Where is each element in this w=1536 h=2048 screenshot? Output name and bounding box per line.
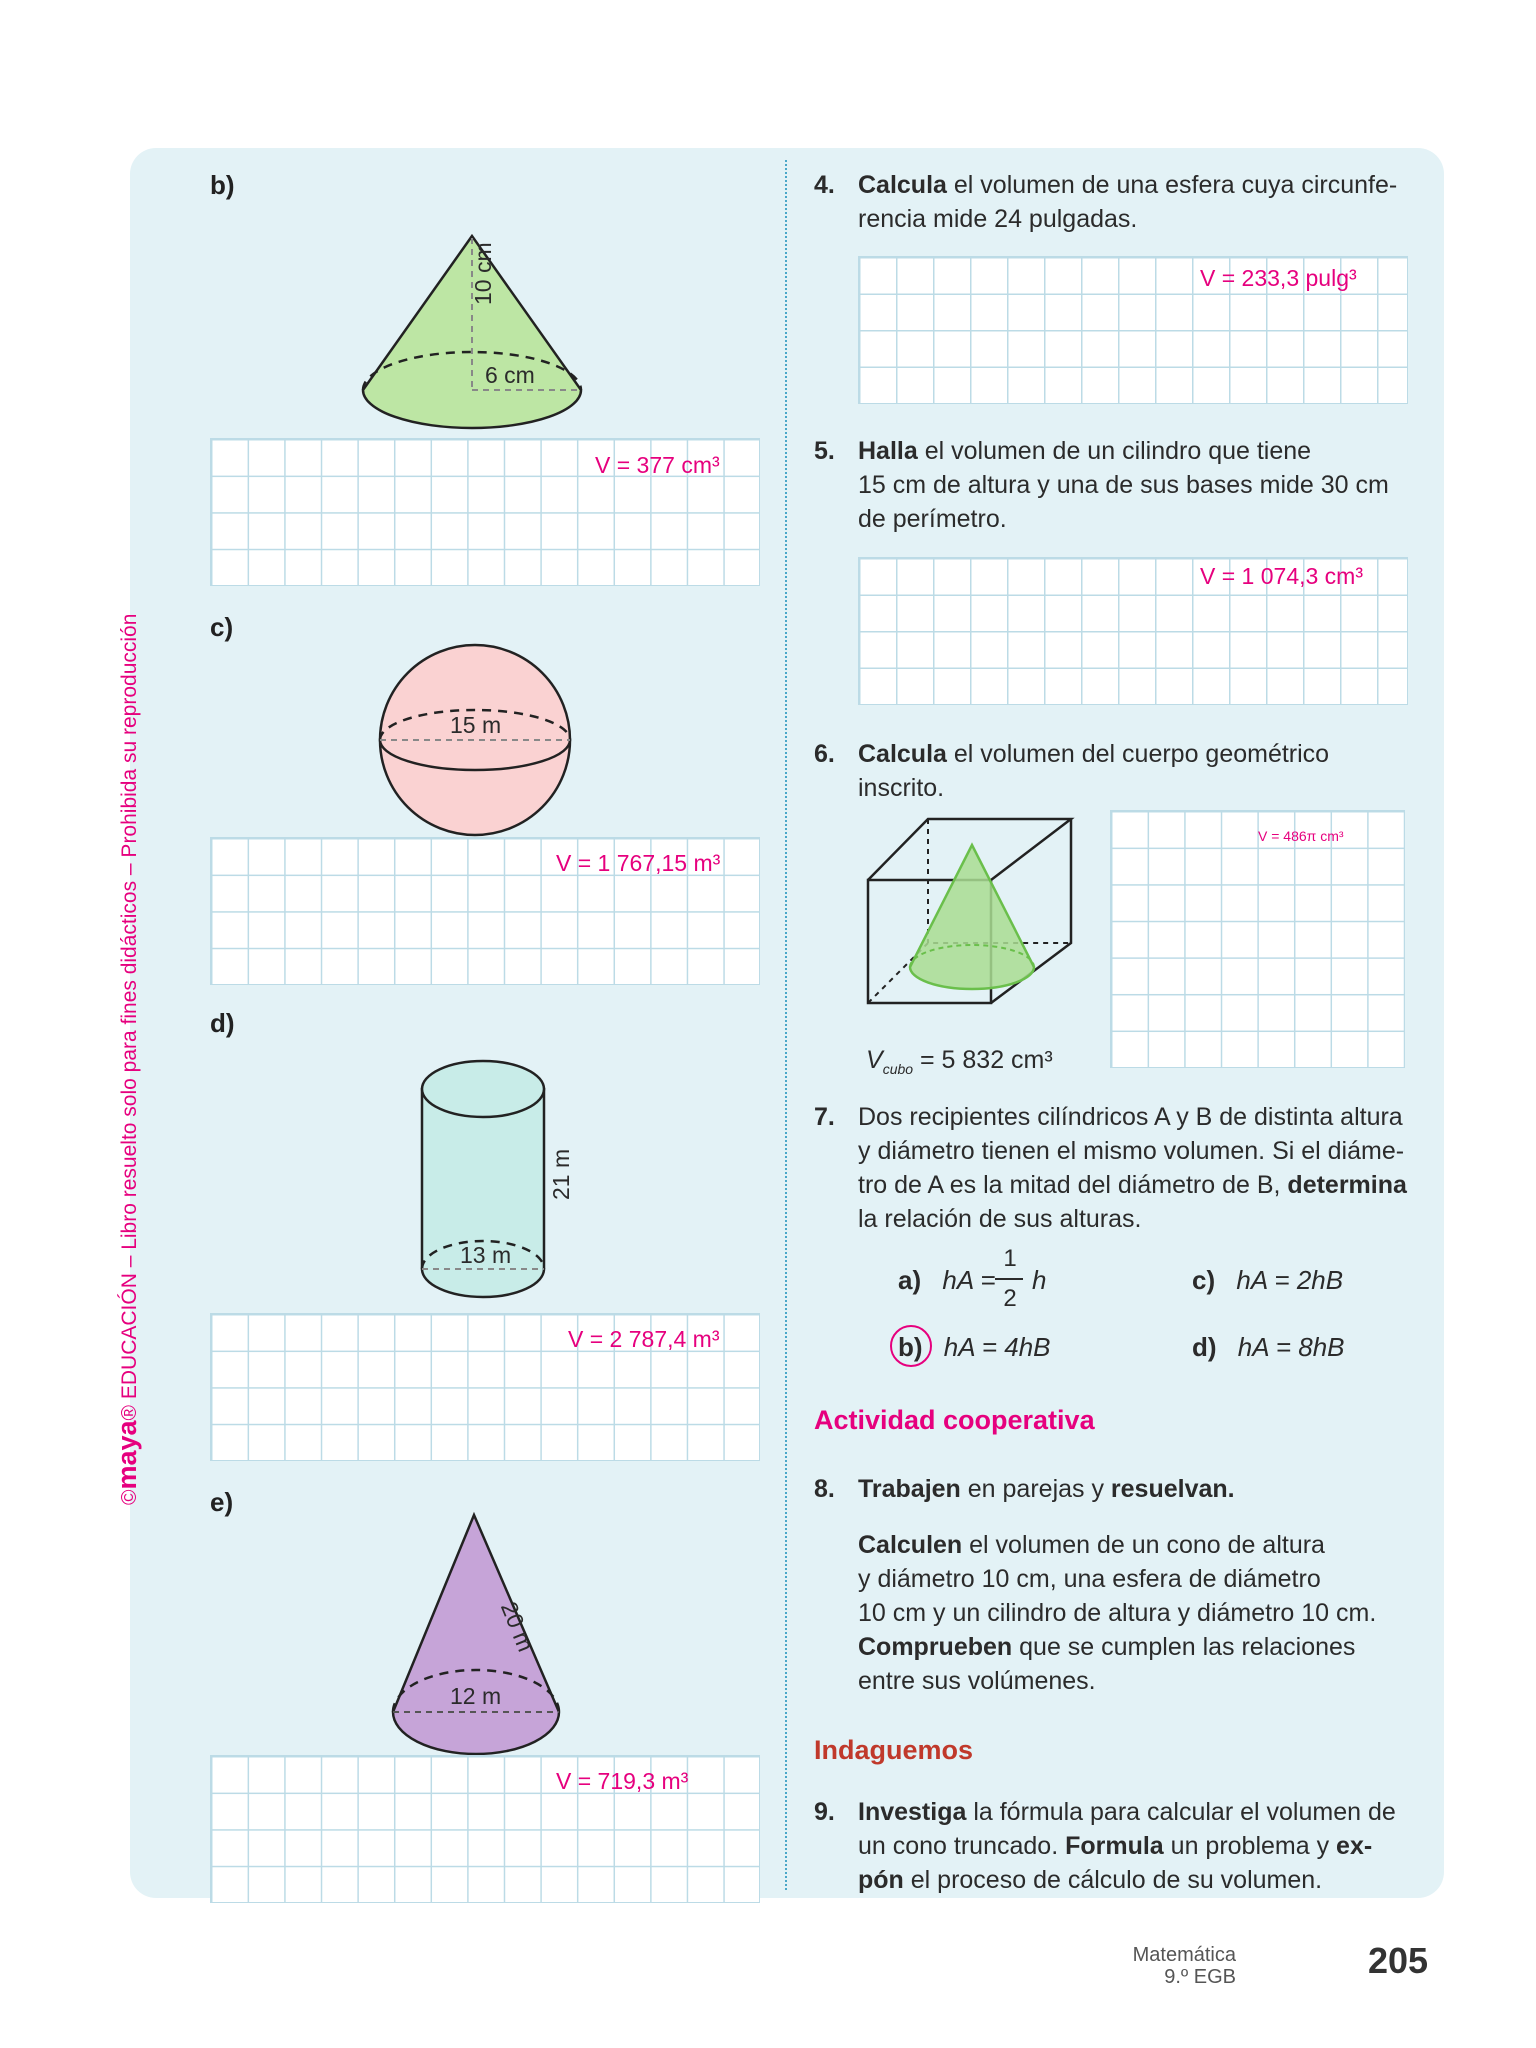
cylinder-d-height-label: 21 m xyxy=(548,1148,574,1200)
question-9-text-2b: un problema y xyxy=(1163,1832,1337,1860)
question-5-number: 5. xyxy=(814,437,835,465)
cube-volume-symbol: V xyxy=(866,1046,883,1074)
answer-6: V = 486π cm³ xyxy=(1258,828,1344,844)
question-7-verb: determina xyxy=(1287,1171,1407,1199)
question-7-text-4: la relación de sus alturas. xyxy=(858,1205,1142,1233)
question-8-text-4: que se cumplen las relaciones xyxy=(1012,1633,1356,1661)
option-c[interactable] xyxy=(1192,1265,1343,1296)
copyright-sidebar xyxy=(112,614,143,1505)
cube-volume-subscript: cubo xyxy=(882,1061,914,1077)
cone-b-radius-label: 6 cm xyxy=(485,362,535,388)
question-6 xyxy=(814,737,1418,805)
option-a[interactable] xyxy=(898,1265,996,1296)
question-8-verb-3: Calculen xyxy=(858,1531,963,1559)
answer-d: V = 2 787,4 m³ xyxy=(568,1326,720,1352)
option-b-expr: hA = 4hB xyxy=(943,1332,1051,1362)
cone-figure-e xyxy=(388,1510,568,1770)
footer-grade: 9.º EGB xyxy=(1164,1966,1236,1988)
sphere-figure-c xyxy=(375,640,575,840)
question-5-text-2: 15 cm de altura y una de sus bases mide 30 cm xyxy=(858,471,1389,499)
answer-b: V = 377 cm³ xyxy=(595,452,720,478)
cube-with-cone-figure xyxy=(868,815,1078,1010)
question-7-text-2: y diámetro tienen el mismo volumen. Si el diáme- xyxy=(858,1137,1405,1165)
option-b-label: b) xyxy=(898,1332,923,1362)
question-8-verb-4: Comprueben xyxy=(858,1633,1013,1661)
question-9-verb-3a: ex- xyxy=(1336,1832,1373,1860)
option-b[interactable] xyxy=(898,1332,1051,1363)
question-6-verb: Calcula xyxy=(858,740,947,768)
answer-grid-6[interactable] xyxy=(1110,810,1405,1068)
cylinder-d-diameter-label: 13 m xyxy=(460,1242,512,1268)
cone-b-height-label: 10 cm xyxy=(470,242,496,305)
question-5-text-1: el volumen de un cilindro que tiene xyxy=(917,437,1312,465)
footer-subject: Matemática xyxy=(1132,1944,1236,1966)
question-5 xyxy=(814,434,1418,536)
question-8-verb-1: Trabajen xyxy=(858,1475,961,1503)
question-8-text-5: entre sus volúmenes. xyxy=(858,1667,1096,1695)
question-8-intro-mid: en parejas y xyxy=(960,1475,1111,1503)
question-9-verb-3b: pón xyxy=(858,1866,904,1894)
option-a-label: a) xyxy=(898,1265,922,1295)
question-4-text-2: rencia mide 24 pulgadas. xyxy=(858,205,1138,233)
column-divider xyxy=(785,160,787,1890)
question-4 xyxy=(814,168,1418,236)
question-4-number: 4. xyxy=(814,171,835,199)
option-a-lhs: hA = xyxy=(942,1265,996,1295)
option-a-fraction-bar xyxy=(995,1278,1023,1280)
cone-e-diameter-label: 12 m xyxy=(450,1683,502,1709)
answer-4: V = 233,3 pulg³ xyxy=(1200,265,1357,291)
question-6-number: 6. xyxy=(814,740,835,768)
question-7-text-1: Dos recipientes cilíndricos A y B de distinta altura xyxy=(858,1103,1403,1131)
question-8-body xyxy=(858,1528,1418,1698)
question-7-number: 7. xyxy=(814,1103,835,1131)
question-6-text: el volumen del cuerpo geométrico inscrito. xyxy=(858,740,1330,802)
option-d[interactable] xyxy=(1192,1332,1345,1363)
question-9-text-1: la fórmula para calcular el volumen de xyxy=(966,1798,1396,1826)
item-e-label: e) xyxy=(210,1487,234,1517)
question-9-text-3: el proceso de cálculo de su volumen. xyxy=(903,1866,1323,1894)
question-9-number: 9. xyxy=(814,1798,835,1826)
question-9-verb-1: Investiga xyxy=(858,1798,967,1826)
question-8-text-3: 10 cm y un cilindro de altura y diámetro 10 cm. xyxy=(858,1599,1377,1627)
item-d-label: d) xyxy=(210,1008,235,1038)
question-5-text-3: de perímetro. xyxy=(858,505,1007,533)
option-c-expr: hA = 2hB xyxy=(1236,1265,1344,1295)
section-indaguemos-title: Indaguemos xyxy=(814,1735,974,1765)
copyright-text: ® EDUCACIÓN – Libro resuelto solo para fines didácticos – Prohibida su reproducción xyxy=(118,613,141,1421)
answer-e: V = 719,3 m³ xyxy=(556,1768,689,1794)
option-d-expr: hA = 8hB xyxy=(1237,1332,1345,1362)
section-cooperative-title: Actividad cooperativa xyxy=(814,1405,1095,1435)
question-7-text-3: tro de A es la mitad del diámetro de B, xyxy=(858,1171,1288,1199)
option-a-rhs: h xyxy=(1032,1265,1047,1295)
question-8-intro xyxy=(814,1472,1418,1506)
cube-volume-value: = 5 832 cm³ xyxy=(920,1046,1053,1074)
option-a-numerator: 1 xyxy=(1003,1245,1017,1272)
question-9-text-2a: un cono truncado. xyxy=(858,1832,1066,1860)
question-8-verb-2: resuelvan. xyxy=(1110,1475,1235,1503)
option-d-label: d) xyxy=(1192,1332,1217,1362)
question-5-verb: Halla xyxy=(858,437,918,465)
question-4-text-1: el volumen de una esfera cuya circunfe- xyxy=(946,171,1398,199)
cube-volume-label xyxy=(866,1046,1053,1077)
item-b-label: b) xyxy=(210,170,235,200)
copyright-symbol: © xyxy=(118,1489,141,1505)
sphere-c-diameter-label: 15 m xyxy=(450,712,502,738)
question-4-verb: Calcula xyxy=(858,171,947,199)
cone-e-slant-label: 20 m xyxy=(495,1598,540,1656)
question-9-verb-2: Formula xyxy=(1065,1832,1164,1860)
page-number: 205 xyxy=(1368,1940,1429,1981)
answer-c: V = 1 767,15 m³ xyxy=(556,850,721,876)
question-9 xyxy=(814,1795,1418,1897)
question-7 xyxy=(814,1100,1418,1236)
answer-5: V = 1 074,3 cm³ xyxy=(1200,563,1363,589)
question-8-text-2: y diámetro 10 cm, una esfera de diámetro xyxy=(858,1565,1321,1593)
brand-logo: maya xyxy=(112,1420,142,1490)
question-8-number: 8. xyxy=(814,1475,835,1503)
option-a-denominator: 2 xyxy=(1003,1285,1017,1312)
option-c-label: c) xyxy=(1192,1265,1216,1295)
item-c-label: c) xyxy=(210,612,234,642)
question-8-text-1: el volumen de un cono de altura xyxy=(962,1531,1325,1559)
